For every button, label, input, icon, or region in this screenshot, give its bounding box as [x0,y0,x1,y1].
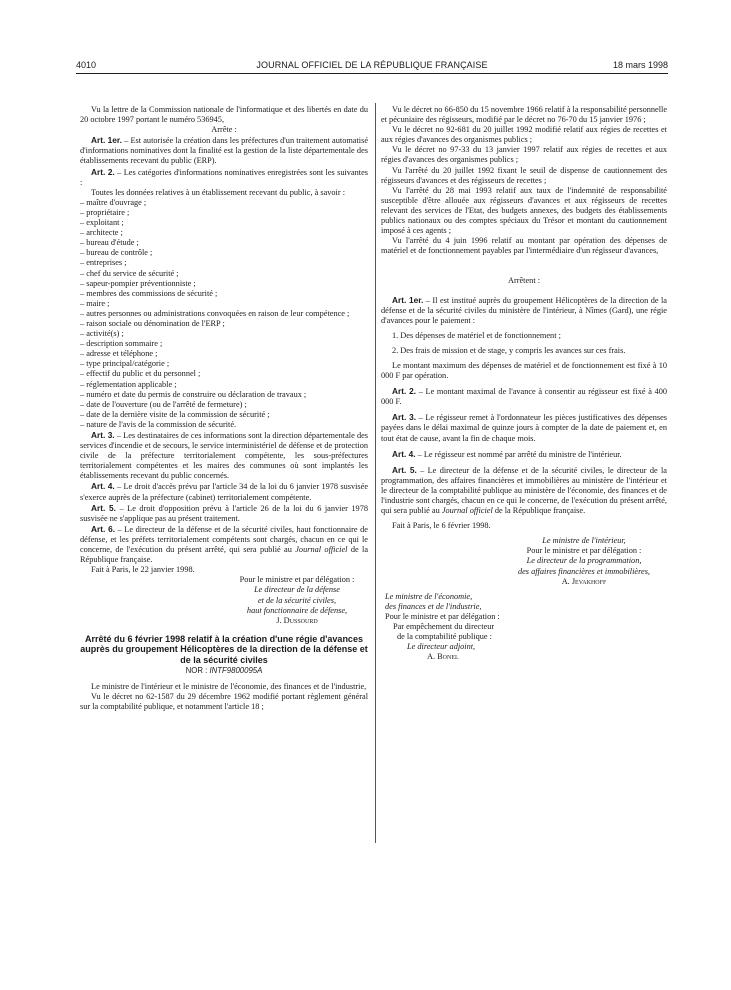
vu-clause: Vu l'arrêté du 4 juin 1996 relatif au montant par opération des dépenses de matériel et de fonctionnement payables par l'intermédiaire d'un régisseur d'avances, [381,236,667,256]
article-label: Art. 3. [91,430,115,440]
category-item: – bureau d'étude ; [80,238,139,248]
category-item: – architecte ; [80,228,123,238]
signatory-name: J. Dussourd [276,615,318,625]
signature-line: Pour le ministre et par délégation : [526,546,642,556]
signature-line: Le ministre de l'économie, [385,591,473,601]
article-label: Art. 1er. [392,294,424,305]
article-3 [80,430,368,481]
category-item: – date de l'ouverture (ou de l'arrêté de fermeture) ; [80,399,247,409]
category-item: – activité(s) ; [80,329,124,339]
signatory-name: A. Jevakhoff [561,576,607,586]
category-item: – autres personnes ou administrations convoquées en raison de leur compétence ; [80,308,350,318]
issue-date: 18 mars 1998 [612,60,668,70]
article-label: Art. 5. [91,502,116,513]
place-date: Fait à Paris, le 22 janvier 1998. [91,565,195,575]
article-1 [381,295,667,326]
signature-line: Par empêchement du directeur [393,622,495,632]
maximum-amount: Le montant maximum des dépenses de matériel et de fonctionnement est fixé à 10 000 F par opération. [381,360,667,381]
nor-reference [80,666,368,676]
data-categories-list [80,198,368,430]
signature-line: des affaires financières et immobilières, [517,566,651,576]
signatory-name: A. Bonel [427,652,459,662]
article-text: – Le directeur de la défense et de la sécurité civiles, haut fonctionnaire de défense, et les préfets territorialement compétents sont chargés, chacun en ce qui le concerne, de l'exécution du présent arrêté, qui sera publié au [80,524,368,555]
article-1 [80,135,368,166]
article-label: Art. 5. [392,464,417,475]
category-item: – numéro et date du permis de construire ou déclaration de travaux ; [80,389,307,399]
spacer [381,287,667,295]
point-2: 2. Des frais de mission et de stage, y compris les avances sur ces frais. [392,345,626,355]
article-label: Art. 3. [392,412,417,423]
category-item: – maire ; [80,298,110,308]
vu-clause: Vu le décret no 92-681 du 20 juillet 1992 modifié relatif aux régies de recettes et aux régies d'avances des organismes publics ; [381,125,667,145]
intro-paragraph: Vu la lettre de la Commission nationale de l'informatique et des libertés en date du 20 octobre 1997 portant le numéro 536945, [80,105,368,125]
vu-clause: Vu le décret no 62-1587 du 29 décembre 1962 modifié portant règlement général sur la comptabilité publique, et notamment l'article 18 ; [80,692,368,712]
article-text: – Il est institué auprès du groupement Hélicoptères de la direction de la défense et de la sécurité civiles du ministère de l'intérieur, à Nîmes (Gard), une régie d'avances pour le paiement : [381,295,667,325]
signature-line: haut fonctionnaire de défense, [246,605,348,615]
category-item: – adresse et téléphone ; [80,349,158,359]
article-text: – Les destinataires de ces informations sont la direction départementale des services d'incendie et de secours, le service interministériel de défense et de protection civile de la préfecture territorialement compétente, les sous-préfectures territorialement compétentes et les maires des communes où sont implantés les établissements recevant du public concernés. [80,431,369,481]
spacer [381,256,667,276]
article-text: – Le montant maximal de l'avance à consentir au régisseur est fixé à 400 000 F. [381,387,667,407]
vu-clause: Vu le décret no 97-33 du 13 janvier 1997 relatif aux régies de recettes et aux régies d'avances des organismes publics ; [381,145,667,165]
article-5 [381,465,667,516]
point-1: 1. Des dépenses de matériel et de fonctionnement ; [392,330,561,340]
signature-block [381,592,667,663]
category-item: – propriétaire ; [80,207,130,217]
signature-line: Pour le ministre et par délégation : [239,575,355,585]
category-item: – entreprises ; [80,258,127,268]
article-text: – Est autorisée la création dans les préfectures d'un traitement automatisé d'informations nominatives dont la finalité est la gestion de la liste départementale des établissements recevant du public (ERP). [80,136,368,166]
article-label: Art. 2. [392,386,417,397]
place-date: Fait à Paris, le 6 février 1998. [392,521,491,531]
article-label: Art. 4. [91,481,115,492]
category-item: – réglementation applicable ; [80,379,177,389]
article-text: – Le droit d'opposition prévu à l'article 26 de la loi du 6 janvier 1978 susvisée ne s'applique pas au présent traitement. [80,503,368,523]
article-text: – Les catégories d'informations nominatives enregistrées sont les suivantes : [80,167,368,187]
signature-block [381,536,667,586]
journal-reference: Journal officiel [441,506,493,516]
page-number: 4010 [76,60,97,70]
article-label: Art. 6. [91,523,115,534]
category-item: – bureau de contrôle ; [80,248,153,258]
left-column [80,105,368,712]
article-6 [80,524,368,565]
vu-clause: Vu le décret no 66-850 du 15 novembre 1966 relatif à la responsabilité personnelle et pécuniaire des régisseurs, modifié par le décret no 76-70 du 15 janvier 1976 ; [381,105,667,125]
article-text: – Le directeur de la défense et de la sécurité civiles, le directeur de la programmation, des affaires financières et immobilières au ministère de l'intérieur et le directeur de la comptabilité publique au ministère de l'économie, des finances et de l'industrie sont chargés, chacun en ce qui le concerne, de l'exécution du présent arrêté, qui sera publié au [381,465,667,516]
ministers-intro: Le ministre de l'intérieur et le ministre de l'économie, des finances et de l'industrie, [91,682,367,692]
article-4 [381,449,667,460]
signature-line: des finances et de l'industrie, [385,601,482,611]
article-text: de la République française. [492,506,586,516]
category-item: – sapeur-pompier préventionniste ; [80,278,196,288]
signature-line: Le directeur de la défense [254,585,340,595]
signature-line: Le ministre de l'intérieur, [542,536,626,546]
article-2 [381,386,667,407]
right-column [381,105,667,662]
category-item: – chef du service de sécurité ; [80,268,179,278]
category-item: – nature de l'avis de la commission de sécurité. [80,419,237,429]
article-5 [80,503,368,524]
column-separator [375,103,376,843]
arrete-heading: Arrête : [211,125,237,135]
category-item: – raison sociale ou dénomination de l'ERP ; [80,318,225,328]
category-item: – maître d'ouvrage ; [80,197,147,207]
signature-line: de la comptabilité publique : [397,632,492,642]
journal-reference: Journal officiel [295,545,348,555]
category-item: – membres des commissions de sécurité ; [80,288,218,298]
article-label: Art. 4. [392,448,416,459]
vu-clause: Vu l'arrêté du 20 juillet 1992 fixant le seuil de dispense de cautionnement des régisseurs d'avances et des régisseurs de recettes ; [381,165,667,185]
article-text: de la République française. [80,545,369,565]
signature-line: Pour le ministre et par délégation : [385,611,500,621]
category-item: – exploitant ; [80,218,124,228]
category-item: – effectif du public et du personnel ; [80,369,201,379]
signature-line: et de la sécurité civiles, [257,595,337,605]
article-4 [80,481,368,502]
signature-line: Le directeur adjoint, [407,642,476,652]
article-2-intro: Toutes les données relatives à un établissement recevant du public, à savoir : [91,187,346,197]
nor-label: NOR : [185,666,210,675]
decree-title: Arrêté du 6 février 1998 relatif à la création d'une régie d'avances auprès du groupement Hélicoptères de la direction de la défense et de la sécurité civiles [80,633,368,665]
category-item: – type principal/catégorie ; [80,359,170,369]
article-text: – Le droit d'accès prévu par l'article 34 de la loi du 6 janvier 1978 susvisée s'exerce auprès de la préfecture (cabinet) territorialement compétente. [80,482,369,502]
journal-title: JOURNAL OFFICIEL DE LA RÉPUBLIQUE FRANÇAISE [256,60,488,70]
article-label: Art. 2. [91,166,115,177]
article-3 [381,412,667,443]
article-text: – Le régisseur est nommé par arrêté du ministre de l'intérieur. [415,449,622,459]
signature-line: Le directeur de la programmation, [526,556,642,566]
article-label: Art. 1er. [91,135,122,146]
category-item: – description sommaire ; [80,339,163,349]
header-rule [76,73,668,74]
vu-clause: Vu l'arrêté du 28 mai 1993 relatif aux taux de l'indemnité de responsabilité susceptible d'être allouée aux régisseurs d'avances et aux régisseurs de recettes relevant des services de l'Etat, des budgets annexes, des budgets des établissements publics nationaux ou des comptes spéciaux du Trésor et montant du cautionnement imposé à ces agents ; [381,185,667,236]
page-header [76,58,668,72]
signature-block [80,575,368,625]
article-2 [80,167,368,188]
article-text: – Le régisseur remet à l'ordonnateur les pièces justificatives des dépenses payées dans le délai maximal de quinze jours à compter de la date de paiement et, en tout état de cause, avant la fin de chaque mois. [381,413,667,443]
category-item: – date de la dernière visite de la commission de sécurité ; [80,409,270,419]
arretent-heading: Arrêtent : [507,276,541,286]
nor-value: INTF9800095A [209,666,263,675]
